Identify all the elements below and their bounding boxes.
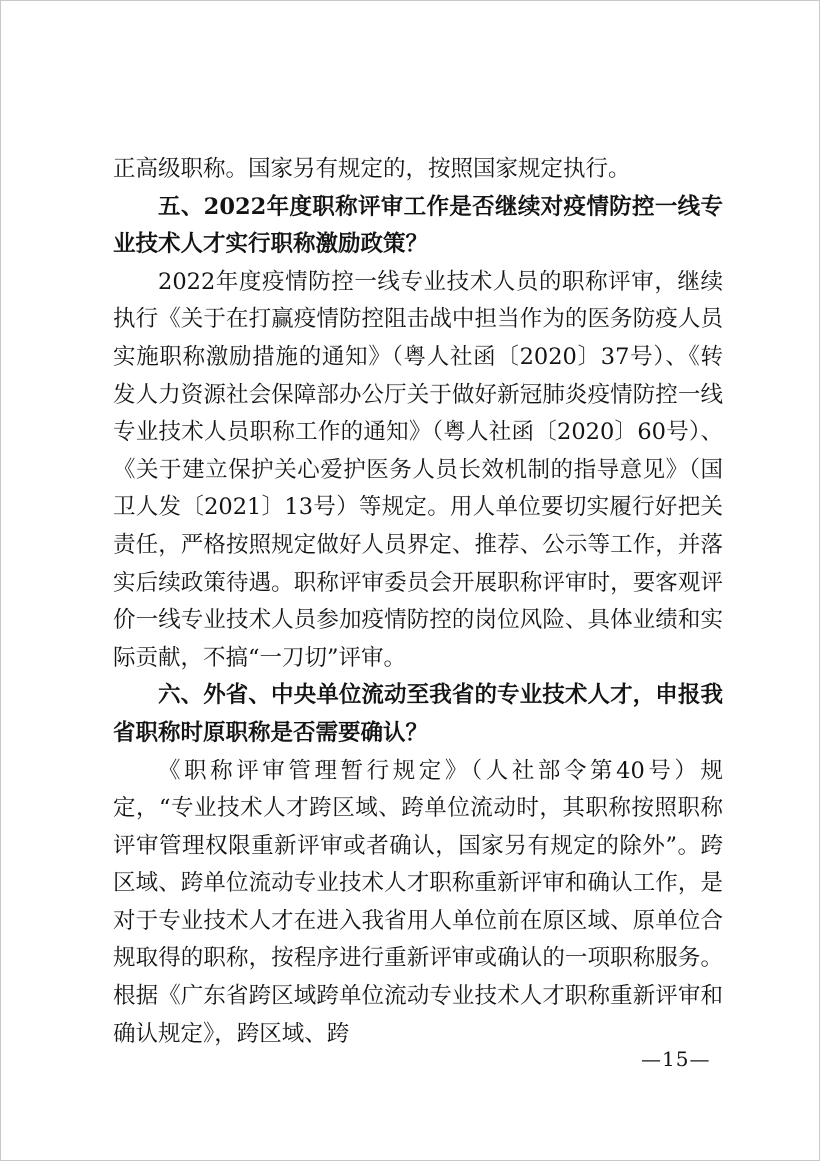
page-number: —15—: [641, 1047, 711, 1071]
paragraph-section-6: 《职称评审管理暂行规定》（人社部令第40号）规定，“专业技术人才跨区域、跨单位流动时，其职称按照职称评审管理权限重新评审或者确认，国家另有规定的除外”。跨区域、跨单位流动专业技术人才职称重新评审和确认工作，是对于专业技术人才在进入我省用人单位前在原区域、原单位合规取得的职称，按程序进行重新评审或确认的一项职称服务。根据《广东省跨区域跨单位流动专业技术人才职称重新评审和确认规定》，跨区域、跨: [113, 757, 723, 1047]
section-heading-5: 五、2022年度职称评审工作是否继续对疫情防控一线专业技术人才实行职称激励政策？: [113, 193, 723, 258]
paragraph-section-5: 2022年度疫情防控一线专业技术人员的职称评审，继续执行《关于在打赢疫情防控阻击战中担当作为的医务防疫人员实施职称激励措施的通知》（粤人社函〔2020〕37号）、《转发人力资源社会保障部办公厅关于做好新冠肺炎疫情防控一线专业技术人员职称工作的通知》（粤人社函〔2020〕60号）、《关于建立保护关心爱护医务人员长效机制的指导意见》（国卫人发〔2021〕13号）等规定。用人单位要切实履行好把关责任，严格按照规定做好人员界定、推荐、公示等工作，并落实后续政策待遇。职称评审委员会开展职称评审时，要客观评价一线专业技术人员参加疫情防控的岗位风险、具体业绩和实际贡献，不搞“一刀切”评审。: [113, 268, 723, 671]
paragraph-continuation: 正高级职称。国家另有规定的，按照国家规定执行。: [113, 156, 631, 182]
document-body: [113, 151, 723, 1053]
section-heading-6: 六、外省、中央单位流动至我省的专业技术人才，申报我省职称时原职称是否需要确认？: [113, 682, 723, 746]
